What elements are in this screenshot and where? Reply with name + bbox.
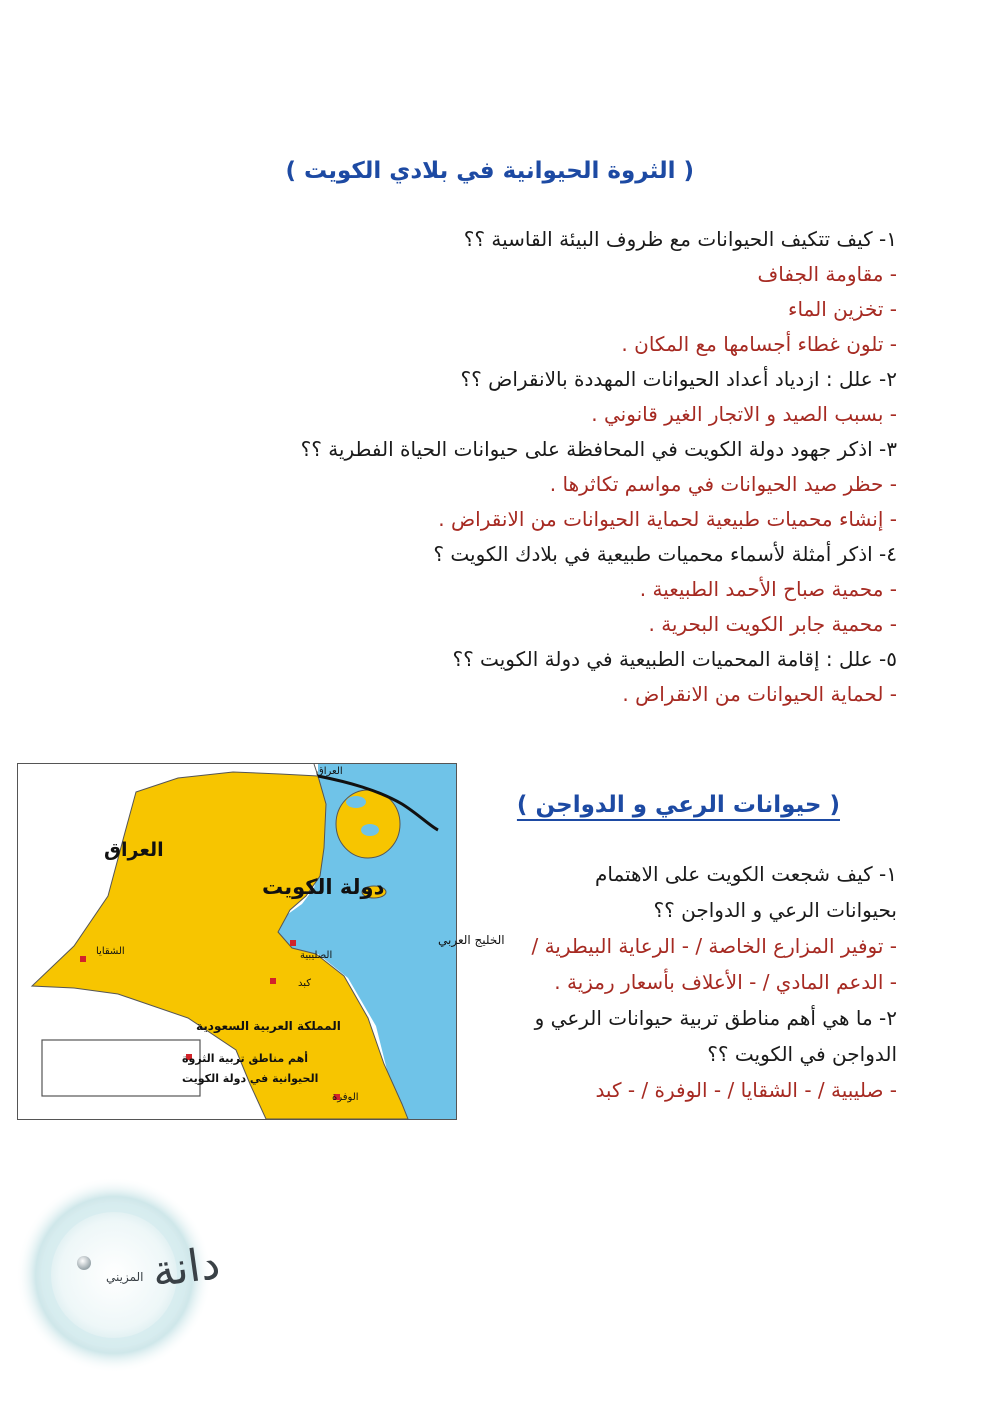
map-label-sulaibiya: الصليبية <box>300 950 333 961</box>
legend-line-2: الحيوانية في دولة الكويت <box>182 1072 319 1085</box>
question-line: بحيوانات الرعي و الدواجن ؟؟ <box>653 898 897 922</box>
sulaibiya-marker <box>290 940 296 946</box>
pearl-icon <box>77 1256 91 1270</box>
map-label-iraq-top: العراق <box>316 766 343 777</box>
legend-line-1: أهم مناطق تربية الثروة <box>182 1052 309 1065</box>
logo-graphic <box>14 1165 224 1375</box>
map-label-saudi: المملكة العربية السعودية <box>196 1019 341 1033</box>
answer-line: - توفير المزارع الخاصة / - الرعاية البيطرية / <box>531 934 897 958</box>
question-line: ١- كيف تتكيف الحيوانات مع ظروف البيئة القاسية ؟؟ <box>463 227 897 251</box>
author-logo <box>14 1165 224 1375</box>
map-label-iraq: العراق <box>104 839 164 861</box>
section2-list <box>477 856 897 1108</box>
answer-line: - إنشاء محميات طبيعية لحماية الحيوانات من الانقراض . <box>438 507 897 531</box>
section2-title: ( حيوانات الرعي و الدواجن ) <box>516 792 840 818</box>
answer-line: - تلون غطاء أجسامها مع المكان . <box>621 332 897 356</box>
map-label-shaqaya: الشقايا <box>96 946 125 957</box>
map-label-kuwait: دولة الكويت <box>262 875 385 899</box>
logo-script: دانة <box>148 1237 224 1298</box>
map-label-wafra: الوفرة <box>332 1092 359 1103</box>
answer-line: - محمية جابر الكويت البحرية . <box>648 612 897 636</box>
logo-name: المزيني <box>106 1270 144 1284</box>
map-label-gulf: الخليج العربي <box>438 933 505 947</box>
answer-line: - مقاومة الجفاف <box>757 262 897 286</box>
answer-line: - تخزين الماء <box>788 297 897 321</box>
map-label-kabd: كبد <box>298 978 312 989</box>
answer-line: - الدعم المادي / - الأعلاف بأسعار رمزية . <box>554 970 897 994</box>
kuwait-map <box>17 763 505 1120</box>
question-line: ٥- علل : إقامة المحميات الطبيعية في دولة الكويت ؟؟ <box>452 647 897 671</box>
question-line: ١- كيف شجعت الكويت على الاهتمام <box>594 862 897 886</box>
kuwait-map-graphic <box>18 764 505 1119</box>
section1-list <box>237 222 897 712</box>
question-line: ٣- اذكر جهود دولة الكويت في المحافظة على حيوانات الحياة الفطرية ؟؟ <box>300 437 897 461</box>
answer-line: - بسبب الصيد و الاتجار الغير قانوني . <box>591 402 897 426</box>
kabd-marker <box>270 978 276 984</box>
answer-line: - حظر صيد الحيوانات في مواسم تكاثرها . <box>549 472 897 496</box>
answer-line: - صليبية / - الشقايا / - الوفرة / - كبد <box>595 1078 897 1102</box>
section1-title: ( الثروة الحيوانية في بلادي الكويت ) <box>285 158 694 184</box>
question-line: الدواجن في الكويت ؟؟ <box>707 1042 897 1066</box>
bubiyan-island <box>336 790 400 858</box>
question-line: ٤- اذكر أمثلة لأسماء محميات طبيعية في بلادك الكويت ؟ <box>433 542 897 566</box>
answer-line: - محمية صباح الأحمد الطبيعية . <box>639 577 897 601</box>
question-line: ٢- علل : ازدياد أعداد الحيوانات المهددة بالانقراض ؟؟ <box>460 367 897 391</box>
answer-line: - لحماية الحيوانات من الانقراض . <box>622 682 897 706</box>
question-line: ٢- ما هي أهم مناطق تربية حيوانات الرعي و <box>534 1006 897 1030</box>
shaqaya-marker <box>80 956 86 962</box>
